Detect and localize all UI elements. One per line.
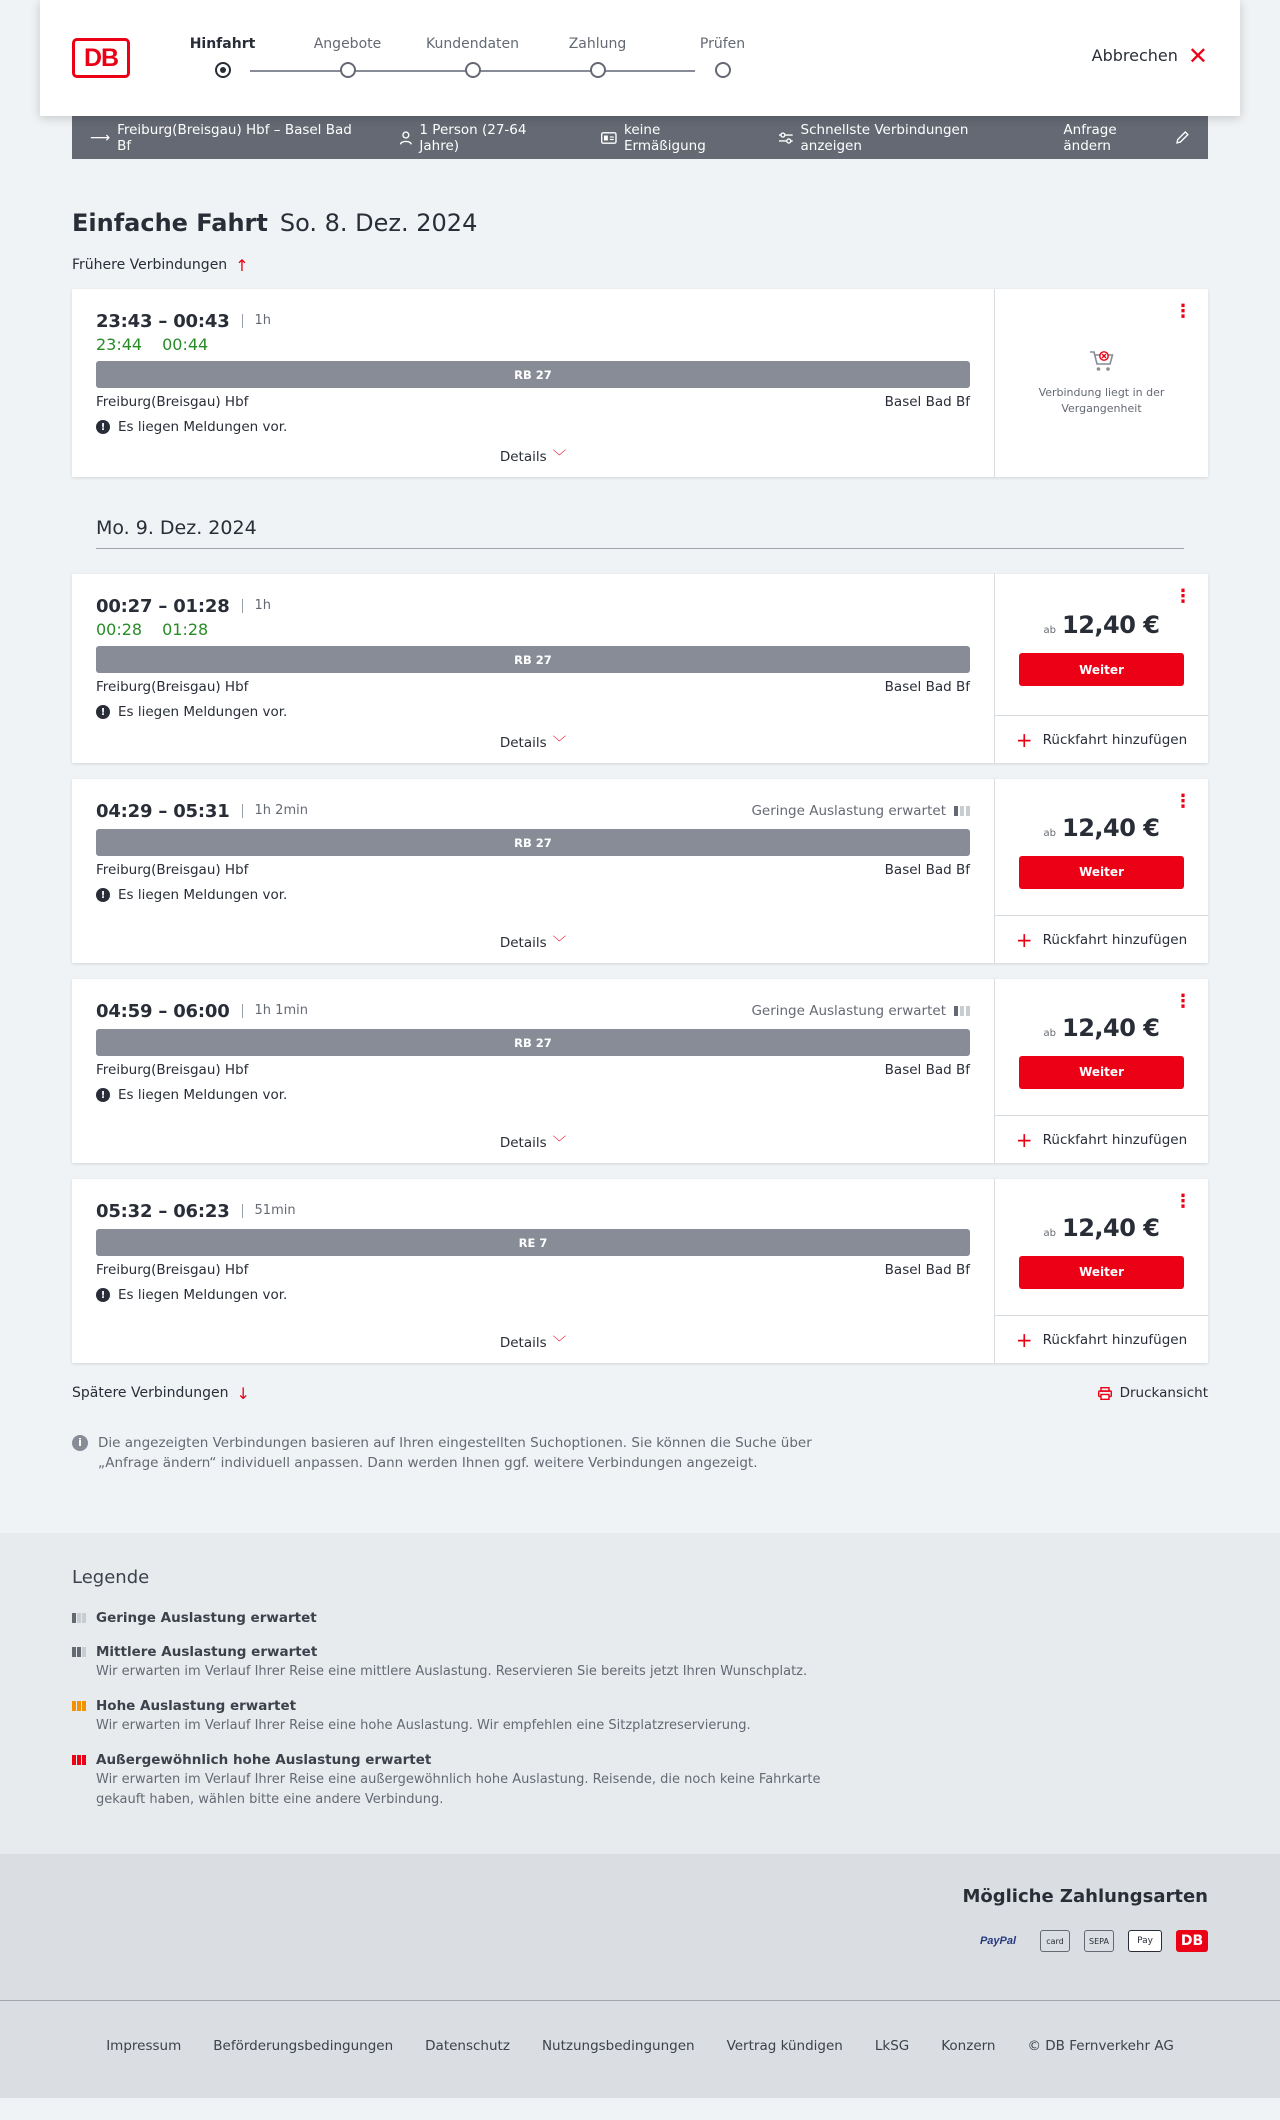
footer-link-nutzungsbedingungen[interactable]: Nutzungsbedingungen bbox=[541, 2037, 695, 2054]
connection-duration: 1h 2min bbox=[242, 804, 308, 818]
legend-item-title: Mittlere Auslastung erwartet bbox=[96, 1644, 318, 1660]
connection-side bbox=[994, 289, 1208, 477]
realtime-row bbox=[96, 620, 970, 640]
notice-row bbox=[96, 418, 970, 436]
connection-card bbox=[72, 779, 1208, 963]
add-return-label: Rückfahrt hinzufügen bbox=[1042, 731, 1188, 748]
price-prefix: ab bbox=[1043, 1227, 1056, 1239]
apple-pay-icon bbox=[1128, 1930, 1162, 1952]
realtime-row bbox=[96, 335, 970, 355]
connection-side bbox=[994, 979, 1208, 1163]
stations-row bbox=[96, 862, 970, 880]
earlier-connections-label: Frühere Verbindungen bbox=[72, 257, 228, 273]
arrow-up-icon: ↑ bbox=[235, 255, 249, 275]
train-segment-bar[interactable]: RB 27 bbox=[96, 829, 970, 856]
connection-card bbox=[72, 289, 1208, 477]
more-options-icon[interactable]: ⋮ bbox=[1174, 1191, 1192, 1212]
legend-section bbox=[0, 1533, 1280, 1854]
legend-title: Legende bbox=[72, 1567, 150, 1588]
departure-station: Freiburg(Breisgau) Hbf bbox=[96, 1062, 249, 1078]
price bbox=[1044, 1014, 1160, 1042]
pencil-icon bbox=[1175, 130, 1190, 145]
departure-station: Freiburg(Breisgau) Hbf bbox=[96, 862, 249, 878]
details-label: Details bbox=[499, 1335, 547, 1351]
footer-copyright: © DB Fernverkehr AG bbox=[1027, 2037, 1174, 2054]
step-dot bbox=[715, 62, 731, 78]
past-connection-text: Verbindung liegt in der Vergangenheit bbox=[1038, 386, 1165, 415]
bottom-links-row bbox=[72, 1383, 1208, 1403]
connection-duration: 1h bbox=[242, 314, 272, 328]
step-angebote[interactable] bbox=[285, 36, 410, 78]
step-dot bbox=[340, 62, 356, 78]
later-connections-link[interactable] bbox=[72, 1383, 250, 1403]
connection-main bbox=[72, 289, 994, 477]
connection-duration: 1h 1min bbox=[242, 1004, 308, 1018]
info-icon: i bbox=[72, 1435, 88, 1451]
more-options-icon[interactable]: ⋮ bbox=[1174, 301, 1192, 322]
notice-text: Es liegen Meldungen vor. bbox=[118, 1287, 288, 1303]
stations-row bbox=[96, 1062, 970, 1080]
price bbox=[1044, 814, 1160, 842]
realtime-arrival: 00:44 bbox=[162, 335, 209, 354]
occupancy-indicator bbox=[751, 803, 970, 819]
occupancy-low-icon bbox=[954, 1006, 970, 1016]
notice-row bbox=[96, 886, 970, 904]
train-segment-bar[interactable]: RB 27 bbox=[96, 361, 970, 388]
notice-text: Es liegen Meldungen vor. bbox=[118, 1087, 288, 1103]
more-options-icon[interactable]: ⋮ bbox=[1174, 791, 1192, 812]
payment-methods-section bbox=[0, 1854, 1280, 2000]
price-prefix: ab bbox=[1043, 625, 1056, 636]
notice-text: Es liegen Meldungen vor. bbox=[118, 419, 288, 435]
occupancy-text: Geringe Auslastung erwartet bbox=[751, 803, 946, 819]
more-options-icon[interactable]: ⋮ bbox=[1174, 991, 1192, 1012]
chevron-down-icon: ﹀ bbox=[552, 735, 567, 751]
time-row bbox=[96, 594, 970, 618]
arrival-station: Basel Bad Bf bbox=[884, 862, 970, 878]
more-options-icon[interactable]: ⋮ bbox=[1174, 586, 1192, 607]
legend-head bbox=[72, 1642, 1208, 1662]
db-logo[interactable]: DB bbox=[72, 38, 130, 78]
details-label: Details bbox=[499, 735, 547, 751]
arrival-station: Basel Bad Bf bbox=[884, 679, 970, 695]
db-bonus-icon: DB bbox=[1176, 1930, 1208, 1952]
cancel-button[interactable] bbox=[1091, 41, 1208, 70]
fastest-text: Schnellste Verbindungen anzeigen bbox=[800, 121, 969, 154]
footer-link-lksg[interactable]: LkSG bbox=[874, 2037, 910, 2054]
add-return-label: Rückfahrt hinzufügen bbox=[1042, 931, 1188, 948]
connection-times: 00:27 – 01:28 bbox=[96, 595, 230, 617]
legend-head bbox=[72, 1750, 1208, 1770]
continue-button[interactable]: Weiter bbox=[1019, 1256, 1184, 1289]
departure-station: Freiburg(Breisgau) Hbf bbox=[96, 1262, 249, 1278]
details-toggle[interactable] bbox=[72, 1331, 994, 1351]
occupancy-indicator bbox=[751, 1003, 970, 1019]
legend-item-low bbox=[72, 1608, 1208, 1628]
notice-text: Es liegen Meldungen vor. bbox=[118, 887, 288, 903]
notice-row bbox=[96, 1086, 970, 1104]
arrival-station: Basel Bad Bf bbox=[884, 394, 970, 410]
legend-item-text: Wir erwarten im Verlauf Ihrer Reise eine außergewöhnlich hohe Auslastung. Reisende, die noch keine Fahrkarte gekauft haben, wählen bitte eine andere Verbindung. bbox=[96, 1772, 821, 1807]
price-value: 12,40 € bbox=[1062, 1013, 1160, 1042]
occupancy-low-icon bbox=[954, 806, 970, 816]
trip-type-title: Einfache Fahrt bbox=[72, 209, 268, 237]
footer-link-befoerderungsbedingungen[interactable]: Beförderungsbedingungen bbox=[213, 2037, 394, 2054]
time-row bbox=[96, 1199, 970, 1223]
price-value: 12,40 € bbox=[1062, 813, 1160, 842]
person-icon bbox=[399, 131, 413, 145]
time-row bbox=[96, 799, 970, 823]
realtime-departure: 23:44 bbox=[96, 335, 143, 354]
notice-row bbox=[96, 703, 970, 721]
earlier-connections-link[interactable] bbox=[72, 255, 1208, 275]
add-return-button[interactable] bbox=[995, 1115, 1208, 1163]
apple-pay-label: Pay bbox=[1137, 1936, 1153, 1946]
add-return-label: Rückfahrt hinzufügen bbox=[1042, 1331, 1188, 1348]
connection-duration: 1h bbox=[242, 599, 272, 613]
connection-main bbox=[72, 574, 994, 763]
alert-icon: ! bbox=[96, 420, 110, 434]
connection-main bbox=[72, 979, 994, 1163]
alert-icon: ! bbox=[96, 705, 110, 719]
stations-row bbox=[96, 679, 970, 697]
alert-icon: ! bbox=[96, 888, 110, 902]
route-text: Freiburg(Breisgau) Hbf – Basel Bad Bf bbox=[117, 121, 352, 154]
stations-row bbox=[96, 394, 970, 412]
arrival-station: Basel Bad Bf bbox=[884, 1262, 970, 1278]
departure-station: Freiburg(Breisgau) Hbf bbox=[96, 394, 249, 410]
step-kundendaten[interactable] bbox=[410, 36, 535, 78]
price bbox=[1044, 1214, 1160, 1242]
train-segment-bar[interactable]: RB 27 bbox=[96, 1029, 970, 1056]
plus-icon: + bbox=[1015, 1127, 1033, 1152]
connection-times: 04:59 – 06:00 bbox=[96, 1000, 230, 1022]
connection-main bbox=[72, 1179, 994, 1363]
connection-side bbox=[994, 1179, 1208, 1363]
legend-item-title: Geringe Auslastung erwartet bbox=[96, 1610, 317, 1626]
details-toggle[interactable] bbox=[72, 445, 994, 465]
header bbox=[40, 0, 1240, 116]
day-separator: Mo. 9. Dez. 2024 bbox=[96, 517, 1184, 549]
footer-link-datenschutz[interactable]: Datenschutz bbox=[425, 2037, 510, 2054]
continue-button[interactable]: Weiter bbox=[1019, 856, 1184, 889]
step-dot bbox=[590, 62, 606, 78]
step-label: Angebote bbox=[313, 36, 382, 52]
train-segment-bar[interactable]: RE 7 bbox=[96, 1229, 970, 1256]
arrow-down-icon: ↓ bbox=[236, 1383, 250, 1403]
search-info-note bbox=[72, 1433, 842, 1473]
footer-link-konzern[interactable]: Konzern bbox=[941, 2037, 996, 2054]
legend-head bbox=[72, 1696, 1208, 1716]
edit-search-label: Anfrage ändern bbox=[1063, 121, 1117, 154]
page-title bbox=[72, 209, 1208, 243]
price-value: 12,40 € bbox=[1062, 1213, 1160, 1242]
search-summary-bar bbox=[72, 116, 1208, 159]
legend-item-title: Hohe Auslastung erwartet bbox=[96, 1698, 297, 1714]
alert-icon: ! bbox=[96, 1088, 110, 1102]
connection-card bbox=[72, 574, 1208, 763]
connection-times: 04:29 – 05:31 bbox=[96, 800, 230, 822]
chevron-down-icon: ﹀ bbox=[552, 1135, 567, 1151]
time-row bbox=[96, 309, 970, 333]
later-connections-label: Spätere Verbindungen bbox=[72, 1385, 229, 1401]
connection-side bbox=[994, 779, 1208, 963]
add-return-button[interactable] bbox=[995, 915, 1208, 963]
legend-item-text: Wir erwarten im Verlauf Ihrer Reise eine mittlere Auslastung. Reservieren Sie bereits jetzt Ihren Wunschplatz. bbox=[96, 1664, 808, 1679]
details-toggle[interactable] bbox=[72, 931, 994, 951]
sepa-icon: SEPA bbox=[1084, 1930, 1114, 1952]
booking-stepper bbox=[160, 36, 785, 86]
connection-main bbox=[72, 779, 994, 963]
persons-summary bbox=[399, 122, 568, 154]
cart-unavailable-icon bbox=[1089, 349, 1115, 373]
occupancy-extreme-icon bbox=[72, 1755, 88, 1765]
plus-icon: + bbox=[1015, 927, 1033, 952]
paypal-icon: PayPal bbox=[979, 1935, 1017, 1947]
step-hinfahrt[interactable] bbox=[160, 36, 285, 78]
details-label: Details bbox=[499, 449, 547, 465]
main-content bbox=[72, 209, 1208, 1473]
legend-head bbox=[72, 1608, 1208, 1628]
step-label: Zahlung bbox=[568, 36, 627, 52]
legend-item-extreme bbox=[72, 1750, 1208, 1810]
connection-times: 23:43 – 00:43 bbox=[96, 310, 230, 332]
details-label: Details bbox=[499, 935, 547, 951]
continue-button[interactable]: Weiter bbox=[1019, 1056, 1184, 1089]
cancel-label: Abbrechen bbox=[1091, 46, 1178, 65]
connection-card bbox=[72, 979, 1208, 1163]
add-return-button[interactable] bbox=[995, 1315, 1208, 1363]
chevron-down-icon: ﹀ bbox=[552, 449, 567, 465]
trip-date: So. 8. Dez. 2024 bbox=[279, 209, 478, 237]
stations-row bbox=[96, 1262, 970, 1280]
search-info-text: Die angezeigten Verbindungen basieren auf Ihren eingestellten Suchoptionen. Sie können die Suche über „Anfrage ändern“ individuell anpassen. Dann werden Ihnen ggf. weitere Verbindungen angezeigt. bbox=[98, 1435, 812, 1471]
time-row bbox=[96, 999, 970, 1023]
legend-item-text: Wir erwarten im Verlauf Ihrer Reise eine hohe Auslastung. Wir empfehlen eine Sitzplatzreservierung. bbox=[96, 1718, 751, 1733]
legend-item-medium bbox=[72, 1642, 1208, 1682]
arrow-right-icon: ⟶ bbox=[90, 129, 111, 146]
arrival-station: Basel Bad Bf bbox=[884, 1062, 970, 1078]
departure-station: Freiburg(Breisgau) Hbf bbox=[96, 679, 249, 695]
legend-item-title: Außergewöhnlich hohe Auslastung erwartet bbox=[96, 1752, 432, 1768]
printer-icon bbox=[1098, 1387, 1112, 1400]
footer-link-vertrag-kuendigen[interactable]: Vertrag kündigen bbox=[726, 2037, 843, 2054]
occupancy-low-icon bbox=[72, 1613, 88, 1623]
payment-title: Mögliche Zahlungsarten bbox=[962, 1886, 1208, 1907]
alert-icon: ! bbox=[96, 1288, 110, 1302]
step-label: Hinfahrt bbox=[189, 36, 256, 52]
step-label: Kundendaten bbox=[425, 36, 520, 52]
connection-card bbox=[72, 1179, 1208, 1363]
plus-icon: + bbox=[1015, 727, 1033, 752]
realtime-arrival: 01:28 bbox=[162, 620, 209, 639]
plus-icon: + bbox=[1015, 1327, 1033, 1352]
step-dot bbox=[215, 62, 231, 78]
price-value: 12,40 € bbox=[1062, 611, 1160, 639]
details-toggle[interactable] bbox=[72, 731, 994, 751]
add-return-label: Rückfahrt hinzufügen bbox=[1042, 1131, 1188, 1148]
notice-row bbox=[96, 1286, 970, 1304]
credit-card-icon: card bbox=[1040, 1930, 1070, 1952]
close-icon: ✕ bbox=[1187, 41, 1208, 70]
print-view-link[interactable] bbox=[1098, 1385, 1208, 1401]
chevron-down-icon: ﹀ bbox=[552, 935, 567, 951]
footer bbox=[0, 2000, 1280, 2098]
train-segment-bar[interactable]: RB 27 bbox=[96, 646, 970, 673]
route-summary bbox=[90, 122, 365, 154]
connection-times: 05:32 – 06:23 bbox=[96, 1200, 230, 1222]
details-label: Details bbox=[499, 1135, 547, 1151]
chevron-down-icon: ﹀ bbox=[552, 1335, 567, 1351]
connection-duration: 51min bbox=[242, 1204, 296, 1218]
step-dot bbox=[465, 62, 481, 78]
sliders-icon bbox=[778, 132, 794, 144]
realtime-departure: 00:28 bbox=[96, 620, 143, 639]
occupancy-text: Geringe Auslastung erwartet bbox=[751, 1003, 946, 1019]
print-view-label: Druckansicht bbox=[1119, 1385, 1208, 1401]
step-pruefen[interactable] bbox=[660, 36, 785, 78]
price-prefix: ab bbox=[1043, 827, 1056, 839]
price-prefix: ab bbox=[1043, 1027, 1056, 1039]
details-toggle[interactable] bbox=[72, 1131, 994, 1151]
legend-item-high bbox=[72, 1696, 1208, 1736]
payment-icons bbox=[970, 1930, 1208, 1952]
bahncard-icon bbox=[601, 132, 617, 144]
occupancy-medium-icon bbox=[72, 1647, 88, 1657]
persons-text: 1 Person (27-64 Jahre) bbox=[419, 121, 527, 154]
discount-text: keine Ermäßigung bbox=[624, 121, 706, 154]
notice-text: Es liegen Meldungen vor. bbox=[118, 704, 288, 720]
fastest-summary bbox=[778, 122, 1030, 154]
continue-button[interactable]: Weiter bbox=[1019, 653, 1184, 686]
edit-search-button[interactable] bbox=[1063, 122, 1190, 154]
discount-summary bbox=[601, 122, 744, 154]
step-zahlung[interactable] bbox=[535, 36, 660, 78]
add-return-button[interactable] bbox=[995, 715, 1208, 763]
step-label: Prüfen bbox=[699, 36, 746, 52]
price bbox=[1044, 611, 1160, 639]
footer-link-impressum[interactable]: Impressum bbox=[106, 2037, 182, 2054]
occupancy-high-icon bbox=[72, 1701, 88, 1711]
connection-side bbox=[994, 574, 1208, 763]
